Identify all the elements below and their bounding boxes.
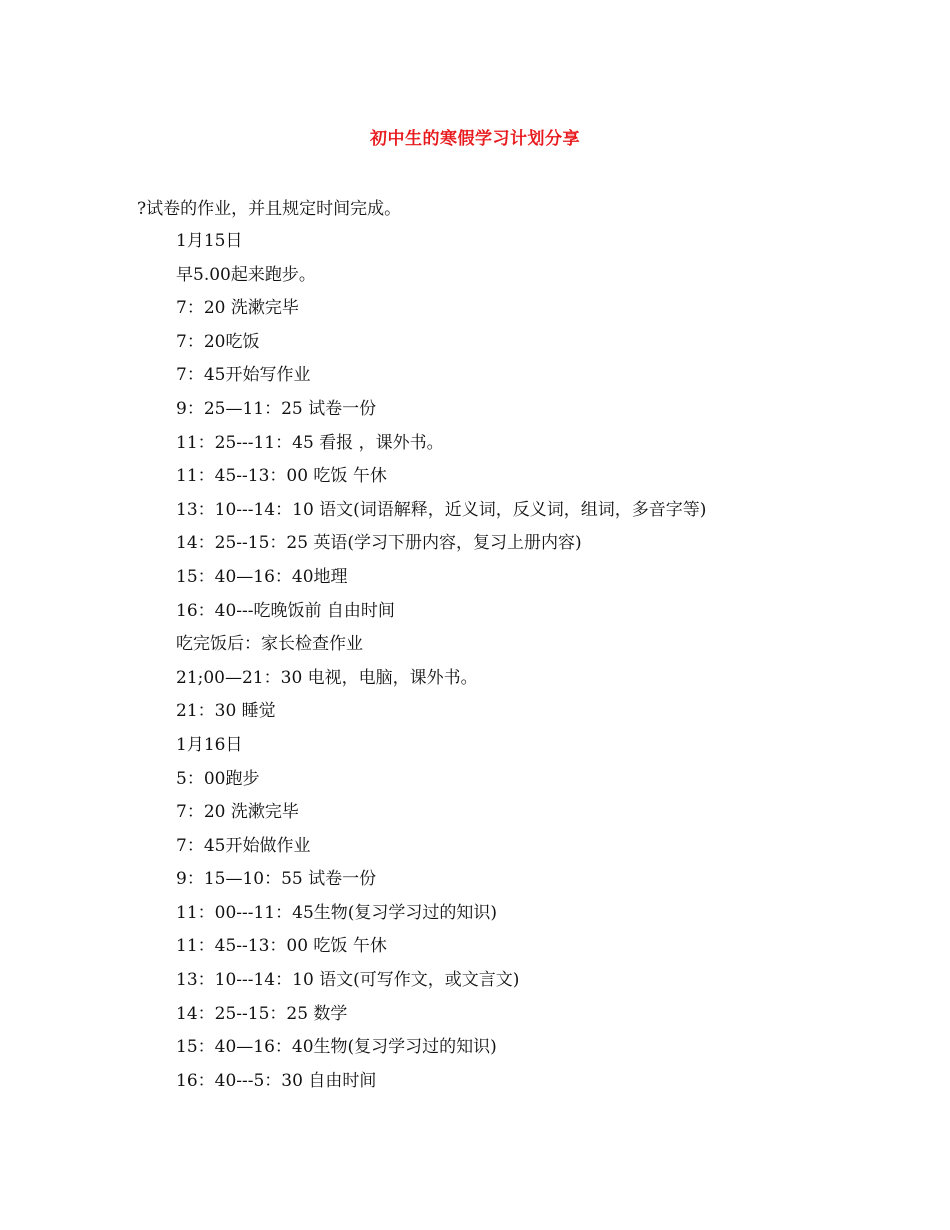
schedule-line: 早5.00起来跑步。	[176, 264, 316, 285]
schedule-line: 11：45--13：00 吃饭 午休	[176, 466, 387, 487]
schedule-line: 1月16日	[176, 734, 243, 755]
schedule-line: 21：30 睡觉	[176, 701, 276, 722]
schedule-line: 15：40—16：40生物(复习学习过的知识)	[176, 1037, 497, 1058]
schedule-line: 7：20 洗漱完毕	[176, 802, 299, 823]
schedule-list	[176, 228, 706, 1101]
schedule-line: 9：25—11：25 试卷一份	[176, 398, 377, 419]
schedule-line: 1月15日	[176, 231, 243, 251]
schedule-line: 7：20吃饭	[176, 331, 260, 352]
schedule-line: 11：25---11：45 看报 ，课外书。	[176, 432, 444, 453]
schedule-line: 7：20 洗漱完毕	[176, 298, 299, 319]
page-title: 初中生的寒假学习计划分享	[370, 129, 580, 149]
schedule-line: 5：00跑步	[176, 768, 260, 789]
schedule-line: 13：10---14：10 语文(词语解释，近义词，反义词，组词，多音字等)	[176, 499, 707, 520]
schedule-line: 14：25--15：25 数学	[176, 1003, 348, 1024]
schedule-line: 11：45--13：00 吃饭 午休	[176, 936, 387, 957]
schedule-line: 9：15—10：55 试卷一份	[176, 869, 377, 890]
schedule-line: 15：40—16：40地理	[176, 566, 348, 587]
intro-line: ?试卷的作业，并且规定时间完成。	[137, 199, 402, 219]
schedule-line: 21;00—21：30 电视，电脑，课外书。	[176, 667, 478, 688]
schedule-line: 吃完饭后：家长检查作业	[176, 634, 363, 655]
schedule-line: 16：40---吃晚饭前 自由时间	[176, 600, 395, 621]
schedule-line: 11：00---11：45生物(复习学习过的知识)	[176, 902, 498, 923]
schedule-line: 7：45开始做作业	[176, 835, 311, 856]
schedule-line: 13：10---14：10 语文(可写作文，或文言文)	[176, 970, 520, 991]
schedule-line: 14：25--15：25 英语(学习下册内容，复习上册内容)	[176, 533, 582, 554]
schedule-line: 16：40---5：30 自由时间	[176, 1070, 377, 1091]
schedule-line: 7：45开始写作业	[176, 365, 311, 386]
